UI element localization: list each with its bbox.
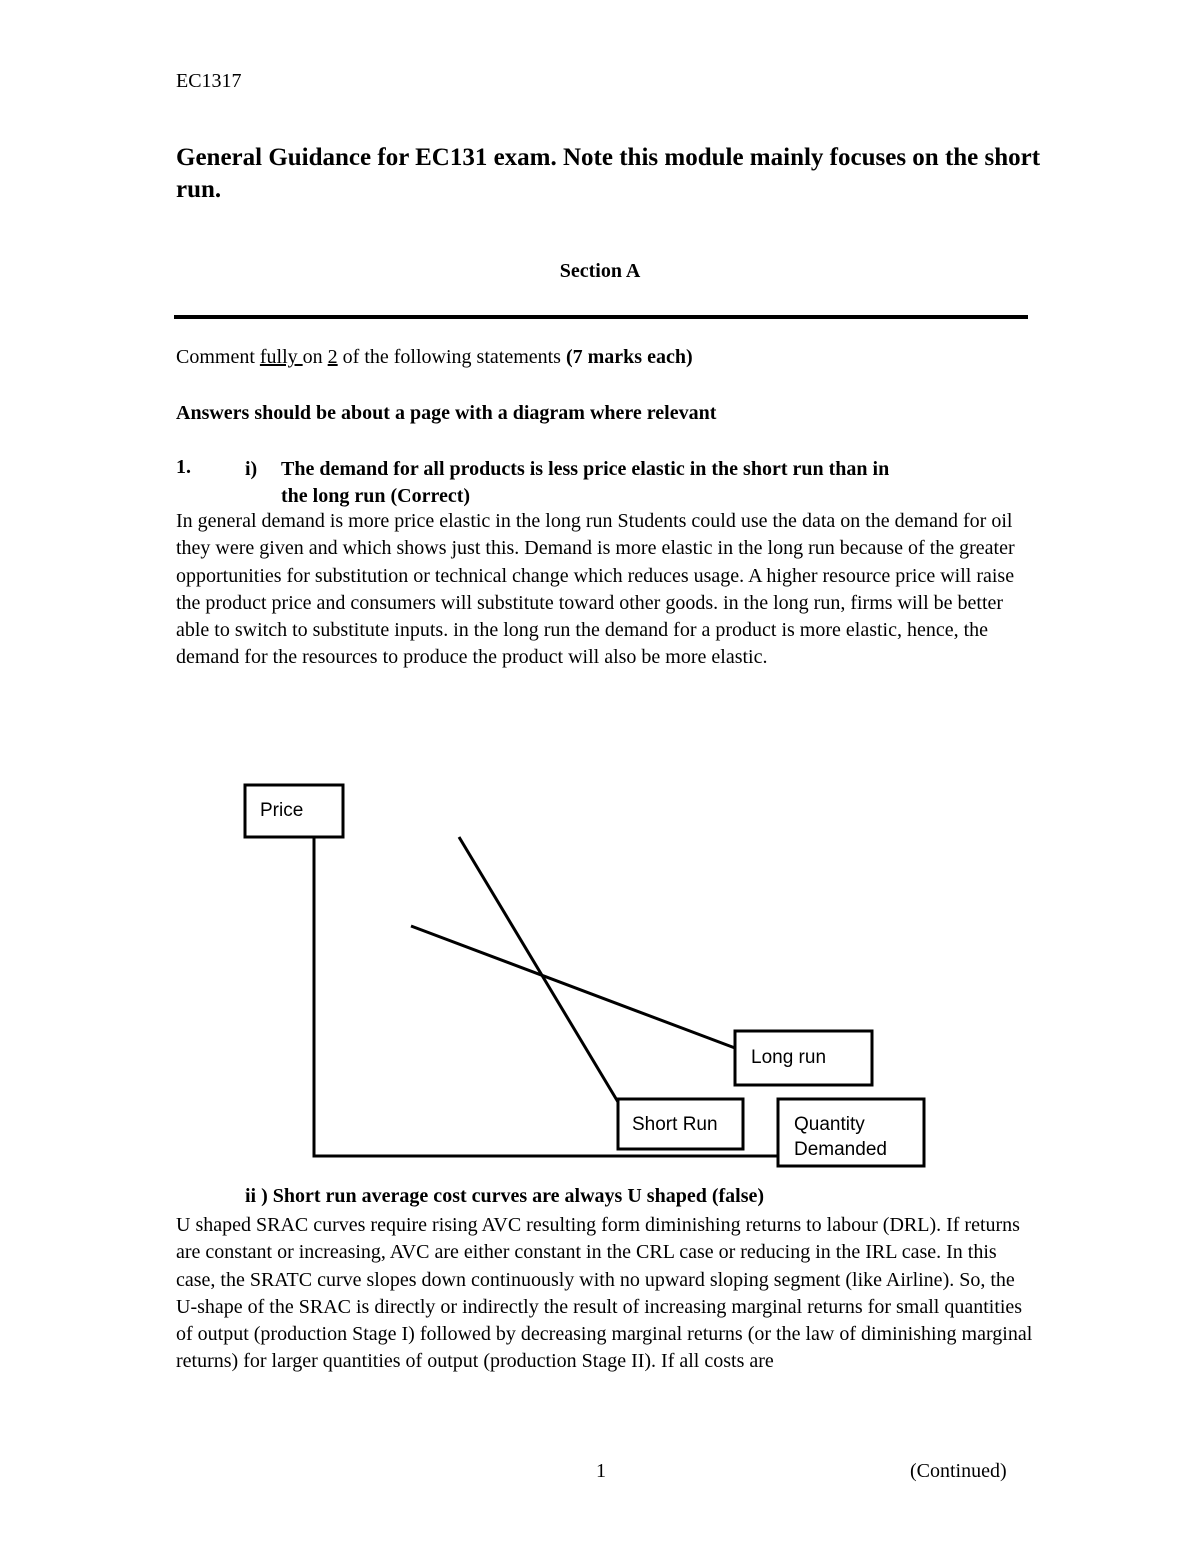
- question-1i-answer: In general demand is more price elastic in the long run Students could use the data on the demand for oil they were given and which shows just this. Demand is more elastic in the long run because of the greater opportunities for substitution or technical change which reduces usage. A higher resource price will raise the product price and consumers will substitute toward other goods. in the long run, firms will be better able to switch to substitute inputs. in the long run the demand for a product is more elastic, hence, the demand for the resources to produce the product will also be more elastic.: [176, 510, 1015, 669]
- page-title: General Guidance for EC131 exam. Note this module mainly focuses on the short run.: [176, 144, 1041, 203]
- price-label: Price: [260, 800, 304, 821]
- course-code: EC1317: [176, 70, 242, 92]
- question-number: 1.: [176, 456, 191, 478]
- question-1ii-answer: U shaped SRAC curves require rising AVC resulting form diminishing returns to labour (DRL). If returns are constant or increasing, AVC are either constant in the CRL case or reducing in the IRL case. In this case, the SRATC curve slopes down continuously with no upward sloping segment (like Airline). So, the U-shape of the SRAC is directly or indirectly the result of increasing marginal returns for small quantities of output (production Stage I) followed by decreasing marginal returns (or the law of diminishing marginal returns) for larger quantities of output (production Stage II). If all costs are: [176, 1214, 1033, 1373]
- instr-count: 2: [327, 346, 338, 368]
- quantity-label-line2: Demanded: [794, 1139, 887, 1160]
- page-number: 1: [596, 1460, 606, 1482]
- instr-suffix: of the following statements: [337, 346, 566, 368]
- instr-prefix: Comment: [176, 346, 260, 368]
- question-1i-label: i): [245, 458, 258, 480]
- short-run-demand-line: [459, 837, 618, 1102]
- short-run-label: Short Run: [632, 1114, 718, 1135]
- quantity-label-line1: Quantity: [794, 1114, 865, 1135]
- continued-note: (Continued): [910, 1460, 1007, 1482]
- instr-marks: (7 marks each): [565, 346, 693, 368]
- question-1i-line2: the long run (Correct): [281, 485, 471, 507]
- question-1ii-title: ii ) Short run average cost curves are always U shaped (false): [245, 1185, 765, 1207]
- section-heading: Section A: [559, 260, 641, 282]
- instr-on: on: [302, 346, 328, 368]
- question-1i-line1: The demand for all products is less price elastic in the short run than in: [281, 458, 890, 480]
- instr-fully: fully: [259, 346, 303, 368]
- long-run-label: Long run: [751, 1047, 827, 1068]
- answers-note: Answers should be about a page with a diagram where relevant: [176, 402, 717, 424]
